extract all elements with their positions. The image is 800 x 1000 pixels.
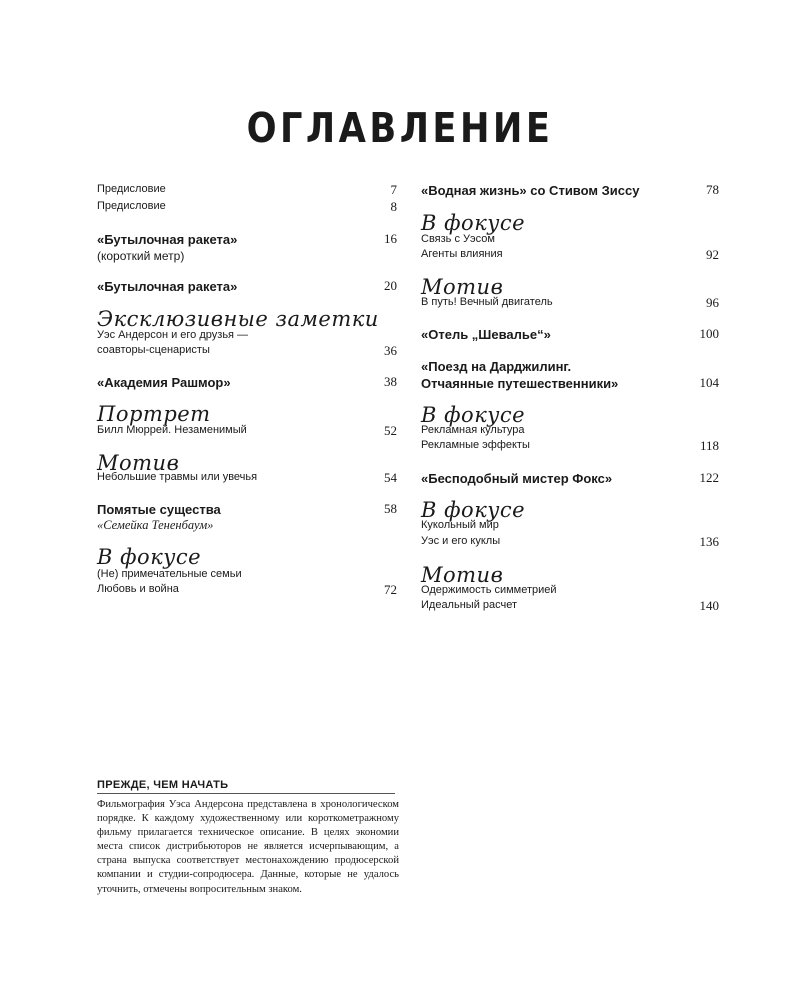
toc-entry[interactable]: Любовь и война [97,583,179,595]
toc-page-number[interactable]: 104 [699,375,719,390]
toc-page-number[interactable]: 100 [699,326,719,341]
toc-right-column [421,0,719,1000]
toc-page-number[interactable]: 54 [384,470,397,485]
toc-page-number[interactable]: 58 [384,501,397,516]
toc-page-number[interactable]: 20 [384,278,397,293]
toc-film-title[interactable]: «Водная жизнь» со Стивом Зиссу [421,183,640,198]
note-divider [97,793,395,794]
toc-entry[interactable]: Связь с Уэсом [421,233,495,245]
toc-page-number[interactable]: 7 [390,182,397,197]
toc-page-number[interactable]: 118 [699,438,719,453]
toc-page-number[interactable]: 8 [390,199,397,214]
toc-film-title[interactable]: «Бутылочная ракета» [97,279,238,294]
toc-film-title[interactable]: «Отель „Шевалье“» [421,327,551,342]
note-heading: ПРЕЖДЕ, ЧЕМ НАЧАТЬ [97,779,229,791]
toc-entry[interactable]: (короткий метр) [97,249,185,263]
toc-page-number[interactable]: 96 [706,295,719,310]
toc-film-title[interactable]: «Академия Рашмор» [97,375,231,390]
toc-film-title[interactable]: «Бутылочная ракета» [97,232,238,247]
toc-entry[interactable]: В путь! Вечный двигатель [421,296,553,308]
toc-entry[interactable]: Билл Мюррей. Незаменимый [97,424,247,436]
toc-entry[interactable]: Рекламная культура [421,424,525,436]
toc-film-title[interactable]: «Поезд на Дарджилинг. [421,359,572,374]
toc-category: В фокусе [421,498,526,522]
toc-entry[interactable]: Уэс и его куклы [421,535,501,547]
toc-film-title[interactable]: Помятые существа [97,502,221,517]
toc-page-number[interactable]: 140 [699,598,719,613]
toc-category: Мотив [421,563,504,587]
toc-entry[interactable]: «Семейка Тененбаум» [97,518,214,532]
toc-page-number[interactable]: 122 [699,470,719,485]
toc-page-number[interactable]: 78 [706,182,719,197]
toc-page-number[interactable]: 16 [384,231,397,246]
toc-entry[interactable]: Агенты влияния [421,248,503,260]
toc-entry[interactable]: Кукольный мир [421,519,499,531]
toc-entry[interactable]: Предисловие [97,183,166,195]
toc-category: Мотив [97,451,180,475]
toc-page-number[interactable]: 36 [384,343,397,358]
toc-page-number[interactable]: 72 [384,582,397,597]
toc-entry[interactable]: Одержимость симметрией [421,584,557,596]
toc-page-number[interactable]: 38 [384,374,397,389]
toc-entry[interactable]: Небольшие травмы или увечья [97,471,258,483]
toc-category: Мотив [421,275,504,299]
page-title: ОГЛАВЛЕНИЕ [246,104,554,152]
toc-entry[interactable]: Предисловие [97,200,166,212]
toc-film-title[interactable]: Отчаянные путешественники» [421,376,619,391]
toc-category: В фокусе [421,211,526,235]
toc-category: Портрет [97,402,211,426]
note-body: Фильмография Уэса Андерсона представлена в хронологическом порядке. К каждому художественному или короткометражному фильму прилагается техническое описание. В целях экономии места список дистрибьюторов не является исчерпывающим, а страна выпуска соответствует местонахождению продюсерской компании и студии-сопродюсера. Данные, которые не удалось уточнить, отмечены вопросительным знаком. [97,799,399,895]
toc-category: В фокусе [421,403,526,427]
toc-entry[interactable]: Уэс Андерсон и его друзья — [97,329,249,341]
toc-page-number[interactable]: 92 [706,247,719,262]
toc-entry[interactable]: (Не) примечательные семьи [97,568,242,580]
toc-category: Эксклюзивные заметки [97,307,379,331]
toc-entry[interactable]: Идеальный расчет [421,599,518,611]
toc-page-number[interactable]: 136 [699,534,719,549]
toc-category: В фокусе [97,545,202,569]
toc-page-number[interactable]: 52 [384,423,397,438]
toc-entry[interactable]: Рекламные эффекты [421,439,530,451]
toc-film-title[interactable]: «Бесподобный мистер Фокс» [421,471,613,486]
toc-entry[interactable]: соавторы-сценаристы [97,344,210,356]
